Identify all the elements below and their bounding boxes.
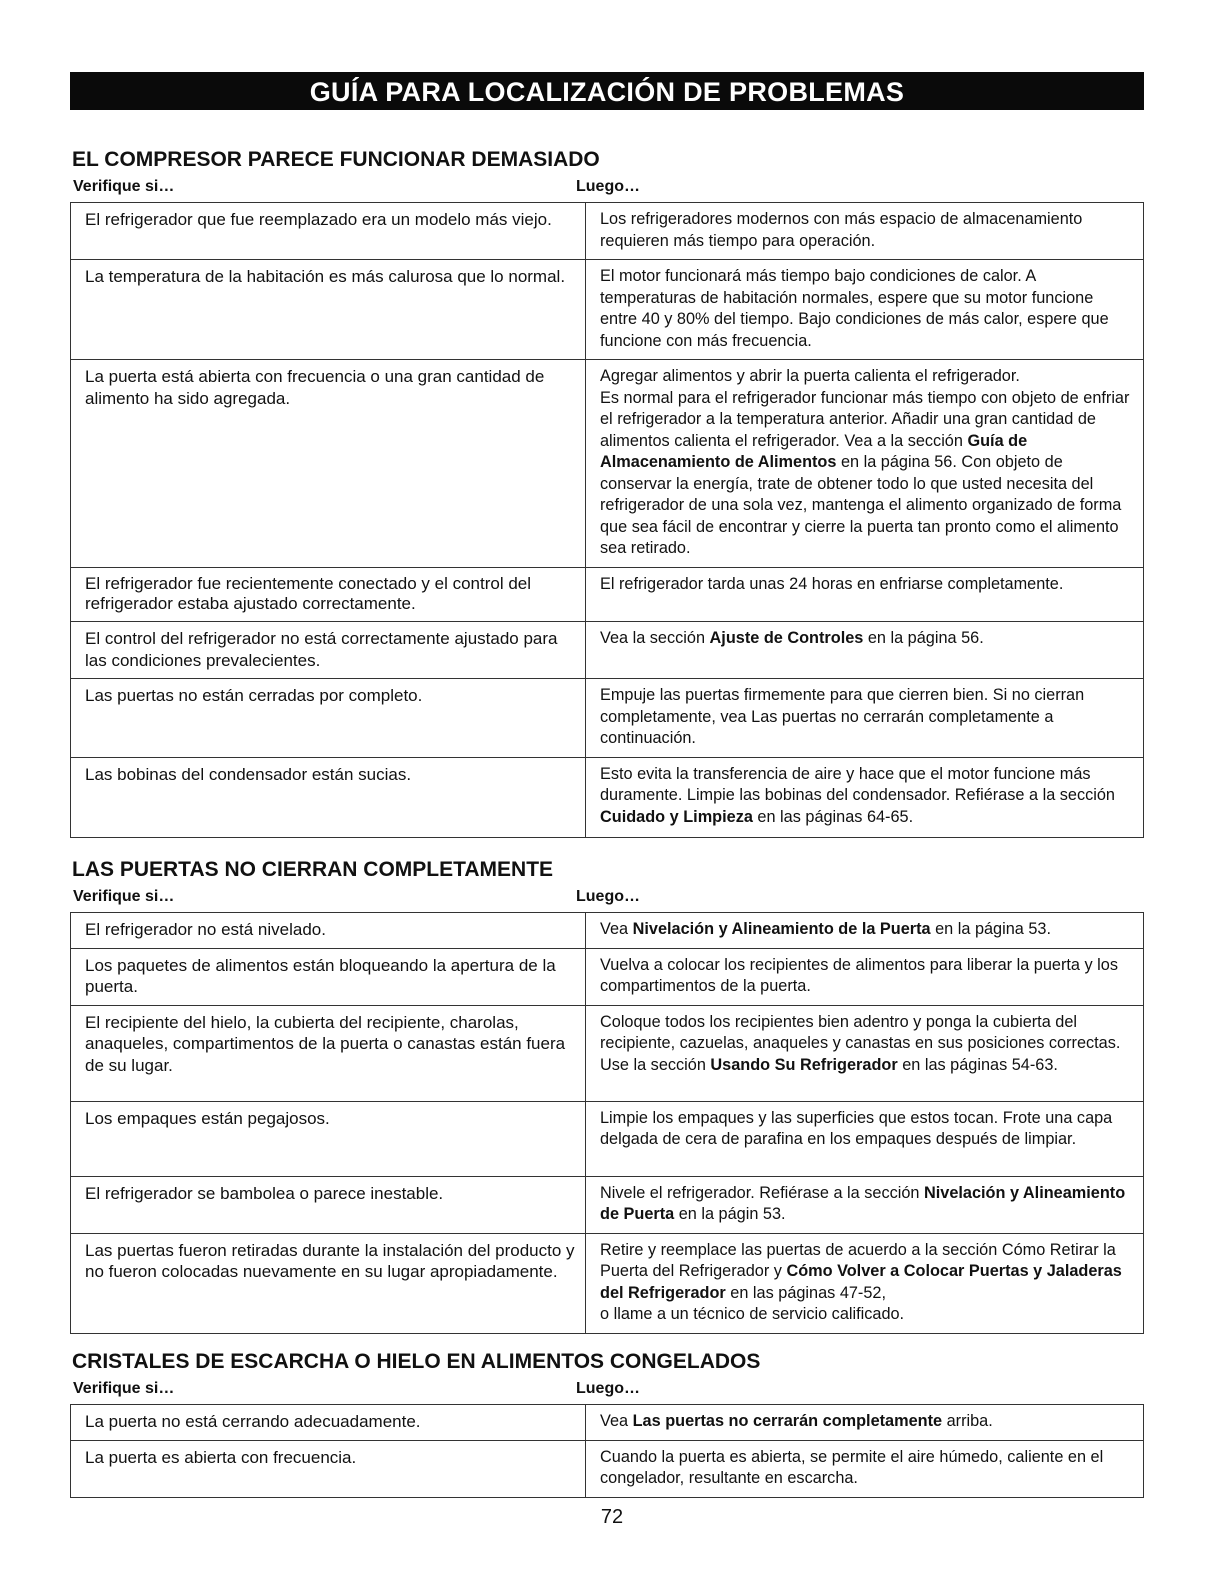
- solution-text: Vea: [600, 919, 633, 938]
- table-row: [71, 948, 1144, 1005]
- check-cell: La puerta está abierta con frecuencia o una gran cantidad de alimento ha sido agregada.: [71, 360, 586, 568]
- solution-cell: Los refrigeradores modernos con más espacio de almacenamiento requieren más tiempo para operación.: [586, 203, 1144, 260]
- column-header-check: Verifique si…: [73, 1379, 175, 1397]
- solution-text: en las páginas 47-52,: [725, 1283, 886, 1302]
- section-reference: Cómo Volver a Colocar Puertas y Jaladeras del Refrigerador: [600, 1262, 1122, 1302]
- section-reference: Guía de Almacenamiento de Alimentos: [600, 431, 1028, 471]
- column-header-then: Luego…: [576, 1379, 640, 1397]
- solution-cell: [586, 360, 1144, 568]
- solution-text: en la págin 53.: [674, 1205, 786, 1223]
- table-row: [71, 912, 1144, 948]
- table-row: [71, 1176, 1144, 1233]
- table-row: [71, 1233, 1144, 1333]
- table-row: [71, 757, 1144, 837]
- check-cell: El refrigerador no está nivelado.: [71, 912, 586, 948]
- solution-text: en la página 53.: [930, 919, 1051, 938]
- troubleshooting-table-doors: [70, 912, 1144, 1334]
- check-cell: Las puertas no están cerradas por completo.: [71, 679, 586, 758]
- solution-cell: Vuelva a colocar los recipientes de alimentos para liberar la puerta y los compartimentos de la puerta.: [586, 948, 1144, 1005]
- check-cell: Las puertas fueron retiradas durante la instalación del producto y no fueron colocadas nuevamente en su lugar apropiadamente.: [71, 1233, 586, 1333]
- check-cell: Los paquetes de alimentos están bloqueando la apertura de la puerta.: [71, 948, 586, 1005]
- table-row: [71, 622, 1144, 679]
- solution-cell: [586, 1233, 1144, 1333]
- solution-text: en las páginas 64-65.: [752, 807, 914, 826]
- table-row: [71, 1101, 1144, 1176]
- page-number: 72: [600, 1506, 624, 1528]
- solution-cell: Cuando la puerta es abierta, se permite el aire húmedo, caliente en el congelador, resultante en escarcha.: [586, 1440, 1144, 1497]
- solution-cell: [586, 912, 1144, 948]
- solution-text: Esto evita la transferencia de aire y hace que el motor funcione más duramente. Limpie las bobinas del condensador. Refiérase a la sección: [600, 764, 1115, 804]
- check-cell: El refrigerador fue recientemente conectado y el control del refrigerador estaba ajustado correctamente.: [71, 568, 586, 622]
- solution-text: en las páginas 54-63.: [897, 1055, 1058, 1074]
- troubleshooting-table-compressor: [70, 202, 1144, 838]
- solution-cell: [586, 1404, 1144, 1440]
- column-header-then: Luego…: [576, 887, 640, 905]
- section-reference: Ajuste de Controles: [709, 629, 864, 647]
- solution-line: Agregar alimentos y abrir la puerta calienta el refrigerador.: [600, 367, 1020, 385]
- section-reference: Las puertas no cerrarán completamente: [632, 1411, 943, 1430]
- solution-cell: [586, 757, 1144, 837]
- column-header-then: Luego…: [576, 178, 640, 195]
- section-heading-frost: CRISTALES DE ESCARCHA O HIELO EN ALIMENTOS CONGELADOS: [72, 1349, 761, 1373]
- table-row: [71, 679, 1144, 758]
- column-headers: [70, 178, 1144, 202]
- table-row: [71, 203, 1144, 260]
- check-cell: La puerta no está cerrando adecuadamente.: [71, 1404, 586, 1440]
- solution-text: Es normal para el refrigerador funcionar más tiempo con objeto de enfriar el refrigerador a la temperatura anterior. Añadir una gran cantidad de alimentos calienta el refrigerador. Vea a la sección: [600, 388, 1130, 450]
- solution-line: o llame a un técnico de servicio calificado.: [600, 1305, 905, 1323]
- section-heading-doors: LAS PUERTAS NO CIERRAN COMPLETAMENTE: [72, 857, 554, 881]
- solution-text: Vea: [600, 1411, 633, 1430]
- solution-cell: Limpie los empaques y las superficies que estos tocan. Frote una capa delgada de cera de parafina en los empaques después de limpiar.: [586, 1101, 1144, 1176]
- troubleshooting-page: [70, 72, 1144, 1498]
- solution-text: Vea la sección: [600, 629, 710, 647]
- solution-cell: El refrigerador tarda unas 24 horas en enfriarse completamente.: [586, 568, 1144, 622]
- solution-cell: El motor funcionará más tiempo bajo condiciones de calor. A temperaturas de habitación normales, espere que su motor funcione entre 40 y 80% del tiempo. Bajo condiciones de más calor, espere que funcione con más frecuencia.: [586, 260, 1144, 360]
- column-headers: [70, 1380, 1144, 1404]
- check-cell: La puerta es abierta con frecuencia.: [71, 1440, 586, 1497]
- solution-text: en la página 56.: [863, 629, 984, 647]
- solution-cell: [586, 622, 1144, 679]
- solution-text: Coloque todos los recipientes bien adentro y ponga la cubierta del recipiente, cazuelas, anaqueles y canastas en sus posiciones correctas. Use la sección: [600, 1012, 1121, 1074]
- solution-cell: Empuje las puertas firmemente para que cierren bien. Si no cierran completamente, vea Las puertas no cerrarán completamente a continuación.: [586, 679, 1144, 758]
- section-reference: Nivelación y Alineamiento de la Puerta: [632, 919, 931, 938]
- table-row: [71, 568, 1144, 622]
- check-cell: El recipiente del hielo, la cubierta del recipiente, charolas, anaqueles, compartimentos de la puerta o canastas están fuera de su lugar.: [71, 1005, 586, 1101]
- table-row: [71, 1440, 1144, 1497]
- solution-text: Nivele el refrigerador. Refiérase a la sección: [600, 1183, 924, 1202]
- check-cell: El refrigerador que fue reemplazado era un modelo más viejo.: [71, 203, 586, 260]
- solution-text: Retire y reemplace las puertas de acuerdo a la sección Cómo Retirar la Puerta del Refrigerador y: [600, 1240, 1116, 1280]
- check-cell: Las bobinas del condensador están sucias.: [71, 757, 586, 837]
- table-row: [71, 1005, 1144, 1101]
- troubleshooting-table-frost: [70, 1404, 1144, 1498]
- table-row: [71, 360, 1144, 568]
- section-reference: Usando Su Refrigerador: [710, 1055, 898, 1074]
- table-row: [71, 260, 1144, 360]
- column-headers: [70, 888, 1144, 912]
- column-header-check: Verifique si…: [73, 178, 175, 195]
- page-title: GUÍA PARA LOCALIZACIÓN DE PROBLEMAS: [70, 72, 1144, 110]
- table-row: [71, 1404, 1144, 1440]
- solution-cell: [586, 1005, 1144, 1101]
- solution-text: arriba.: [942, 1411, 993, 1430]
- check-cell: La temperatura de la habitación es más calurosa que lo normal.: [71, 260, 586, 360]
- section-heading-compressor: EL COMPRESOR PARECE FUNCIONAR DEMASIADO: [72, 148, 600, 171]
- section-reference: Cuidado y Limpieza: [600, 807, 753, 826]
- solution-text: en la página 56. Con objeto de conservar la energía, trate de obtener todo lo que usted necesita del refrigerador de una sola vez, mantenga el alimento organizado de forma que sea fácil de encontrar y cierre la puerta tan pronto como el alimento sea retirado.: [600, 453, 1122, 557]
- solution-cell: [586, 1176, 1144, 1233]
- check-cell: Los empaques están pegajosos.: [71, 1101, 586, 1176]
- column-header-check: Verifique si…: [73, 887, 175, 905]
- check-cell: El refrigerador se bambolea o parece inestable.: [71, 1176, 586, 1233]
- check-cell: El control del refrigerador no está correctamente ajustado para las condiciones prevalecientes.: [71, 622, 586, 679]
- section-reference: Nivelación y Alineamiento de Puerta: [600, 1183, 1126, 1223]
